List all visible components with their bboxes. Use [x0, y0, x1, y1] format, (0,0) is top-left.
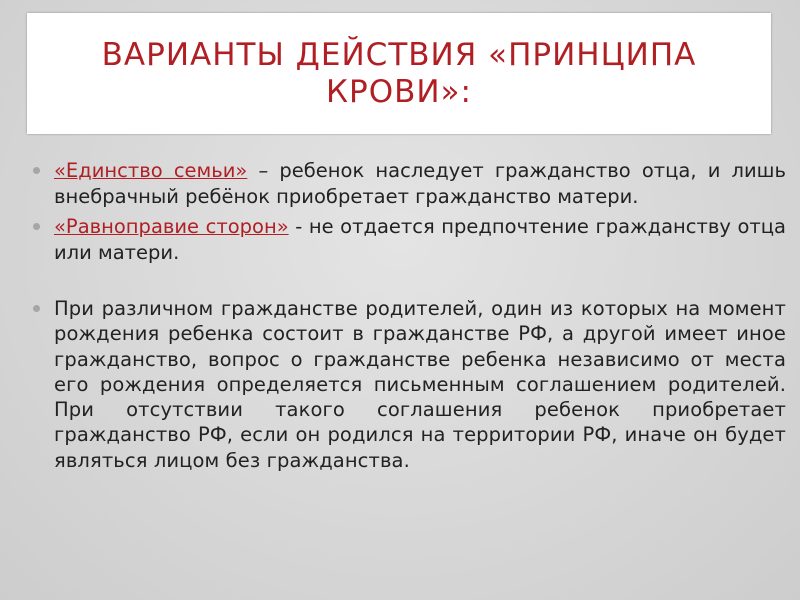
bullet-text: При различном гражданстве родителей, один из которых на момент рождения ребенка состоит в гражданстве РФ, а другой имеет иное гражданство, вопрос о гражданстве ребенка независимо от места его рождения определяется письменным соглашением родителей. При отсутствии такого соглашения ребенок приобретает гражданство РФ, если он родился на территории РФ, иначе он будет являться лицом без гражданства. — [54, 297, 786, 472]
bullet-term: «Единство семьи» — [54, 159, 248, 182]
bullet-dot-icon — [33, 167, 40, 174]
bullet-dot-icon — [33, 223, 40, 230]
bullet-item — [32, 296, 786, 473]
bullet-item — [32, 158, 786, 210]
slide-title: ВАРИАНТЫ ДЕЙСТВИЯ «ПРИНЦИПА КРОВИ»: — [101, 36, 697, 110]
bullet-dot-icon — [33, 305, 40, 312]
slide-content — [32, 158, 786, 473]
bullet-item — [32, 214, 786, 266]
bullet-text: - не отдается предпочтение гражданству отца или матери. — [54, 215, 786, 264]
bullet-term: «Равноправие сторон» — [54, 215, 289, 238]
bullet-text: – ребенок наследует гражданство отца, и лишь внебрачный ребёнок приобретает гражданство матери. — [54, 159, 786, 208]
title-box — [27, 13, 771, 134]
